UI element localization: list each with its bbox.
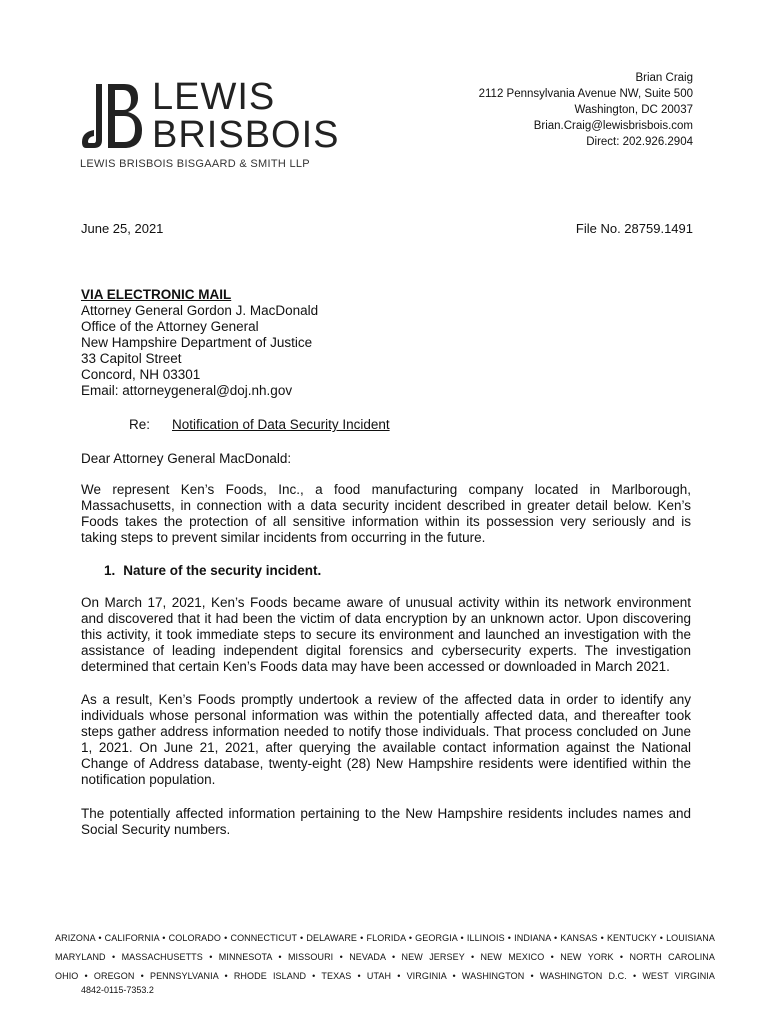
- paragraph-review: As a result, Ken’s Foods promptly undertook a review of the affected data in order to identify any individuals whose personal information was within the potentially affected data, and thereafter took steps gather address information needed to notify those individuals. That process concluded on June 1, 2021. On June 21, 2021, after querying the available contact information against the National Change of Address database, twenty-eight (28) New Hampshire residents were identified within the notification population.: [81, 692, 691, 787]
- recipient-line: New Hampshire Department of Justice: [81, 335, 313, 350]
- sender-direct: Direct: 202.926.2904: [586, 136, 693, 148]
- delivery-method: VIA ELECTRONIC MAIL: [81, 287, 232, 302]
- sender-email[interactable]: Brian.Craig@lewisbrisbois.com: [533, 120, 693, 132]
- recipient-email[interactable]: Email: attorneygeneral@doj.nh.gov: [81, 383, 293, 398]
- sender-city: Washington, DC 20037: [574, 104, 693, 116]
- re-subject: Notification of Data Security Incident: [172, 417, 390, 432]
- section-heading: [104, 563, 329, 578]
- firm-logo: [80, 76, 340, 178]
- document-id: 4842-0115-7353.2: [81, 985, 154, 995]
- recipient-line: Attorney General Gordon J. MacDonald: [81, 303, 319, 318]
- footer-offices-line-1: ARIZONA • CALIFORNIA • COLORADO • CONNECTICUT • DELAWARE • FLORIDA • GEORGIA • ILLINOIS • INDIANA • KANSAS • KENTUCKY • LOUISIANA: [55, 933, 715, 943]
- re-label: Re:: [129, 417, 151, 432]
- paragraph-affected-info: The potentially affected information pertaining to the New Hampshire residents includes names and Social Security numbers.: [81, 806, 691, 837]
- recipient-block: [81, 287, 318, 399]
- recipient-line: Concord, NH 03301: [81, 367, 201, 382]
- footer-offices-line-3: OHIO • OREGON • PENNSYLVANIA • RHODE ISLAND • TEXAS • UTAH • VIRGINIA • WASHINGTON • WASHINGTON D.C. • WEST VIRGINIA: [55, 971, 715, 981]
- sender-name: Brian Craig: [635, 72, 693, 84]
- logo-word-lewis: LEWIS: [152, 76, 276, 118]
- logo-word-brisbois: BRISBOIS: [152, 114, 340, 156]
- salutation: Dear Attorney General MacDonald:: [81, 451, 292, 466]
- letter-date: June 25, 2021: [81, 221, 164, 236]
- recipient-line: 33 Capitol Street: [81, 351, 182, 366]
- sender-block: [479, 70, 693, 150]
- paragraph-intro: We represent Ken’s Foods, Inc., a food manufacturing company located in Marlborough, Massachusetts, in connection with a data security incident described in greater detail below. Ken’s Foods takes the protection of all sensitive information within its possession very seriously and is taking steps to prevent similar incidents from occurring in the future.: [81, 482, 691, 545]
- paragraph-incident: On March 17, 2021, Ken’s Foods became aware of unusual activity within its network environment and discovered that it had been the victim of data encryption by an unknown actor. Upon discovering this activity, it took immediate steps to secure its environment and launched an investigation with the assistance of leading independent digital forensics and cybersecurity experts. The investigation determined that certain Ken’s Foods data may have been accessed or downloaded in March 2021.: [81, 595, 691, 674]
- section-number: 1.: [104, 563, 116, 578]
- recipient-line: Office of the Attorney General: [81, 319, 259, 334]
- logo-firm-name: LEWIS BRISBOIS BISGAARD & SMITH LLP: [80, 158, 310, 170]
- sender-address: 2112 Pennsylvania Avenue NW, Suite 500: [478, 88, 693, 100]
- file-number: File No. 28759.1491: [575, 221, 693, 236]
- section-title: Nature of the security incident.: [123, 563, 322, 578]
- footer-offices-line-2: MARYLAND • MASSACHUSETTS • MINNESOTA • MISSOURI • NEVADA • NEW JERSEY • NEW MEXICO • NEW YORK • NORTH CAROLINA: [55, 952, 715, 962]
- lb-monogram-icon: [80, 80, 144, 152]
